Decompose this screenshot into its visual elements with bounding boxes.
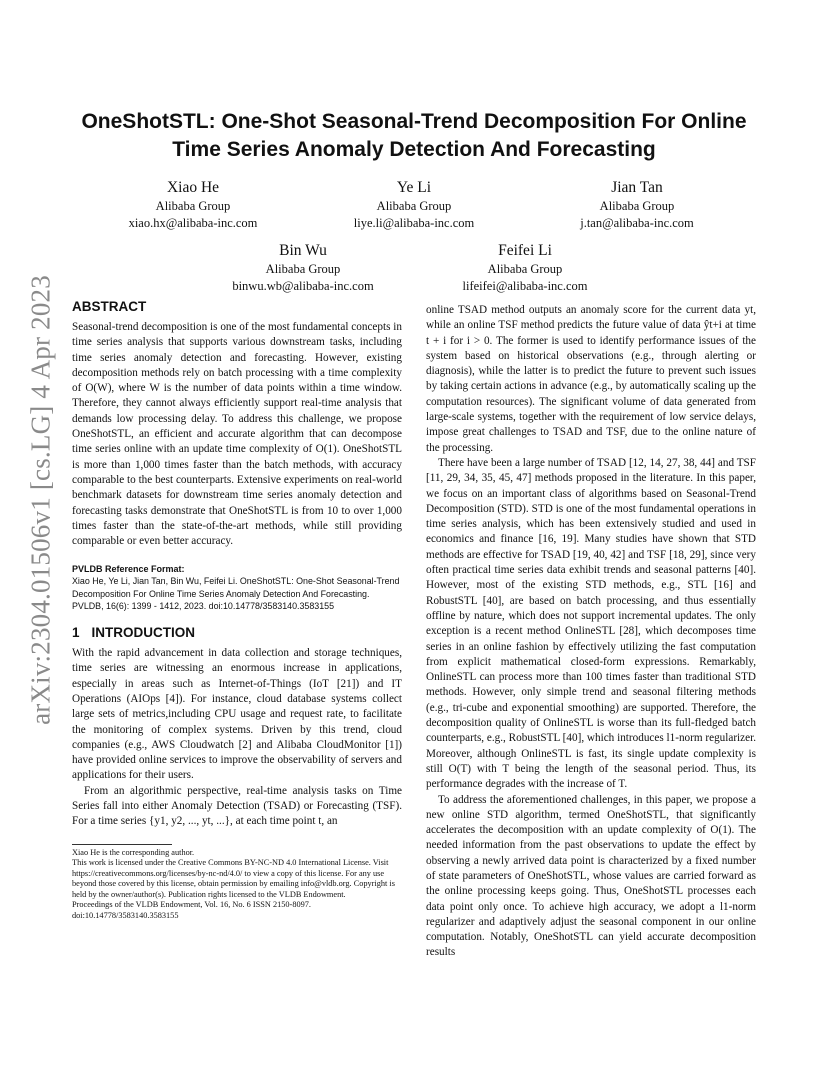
author-affiliation: Alibaba Group	[487, 262, 563, 276]
author-block	[78, 178, 308, 232]
author-affiliation: Alibaba Group	[155, 199, 231, 213]
author-email[interactable]: lifeifei@alibaba-inc.com	[462, 279, 588, 293]
arxiv-identifier: arXiv:2304.01506v1 [cs.LG] 4 Apr 2023	[25, 275, 56, 725]
author-email[interactable]: xiao.hx@alibaba-inc.com	[128, 216, 258, 230]
author-name: Xiao He	[166, 179, 220, 196]
author-name: Ye Li	[396, 179, 432, 196]
intro-paragraph: To address the aforementioned challenges, in this paper, we propose a new online STD algorithm, termed OneShotSTL, that significantly accelerates the decomposition with an update complexity of O(1). The needed information from the past observations to update the effect by observing a newly arrived data point is characterized by a fixed number of state parameters of OneShotSTL, whose values are carried forward as the online processing keeps going. Thus, OneShotSTL processes each data point only once. To achieve high accuracy, we adopt a l1-norm regularizer and adaptively adjust the seasonal component in our online computation. Notably, OneShotSTL can yield accurate decomposition results	[426, 793, 756, 959]
intro-paragraph: From an algorithmic perspective, real-time analysis tasks on Time Series fall into either Anomaly Detection (TSAD) or Forecasting (TSF). For a time series {y1, y2, ..., yt, ...}, at each time point t, an	[72, 784, 402, 828]
author-block	[410, 241, 640, 295]
paper-title: OneShotSTL: One-Shot Seasonal-Trend Decomposition For Online Time Series Anomaly Detection And Forecasting	[81, 110, 747, 161]
section-number: 1	[72, 625, 80, 641]
abstract-text: Seasonal-trend decomposition is one of the most fundamental concepts in time series analysis that supports various downstream tasks, including time series anomaly detection and forecasting. However, existing decomposition methods rely on batch processing with a time complexity of O(W), where W is the number of data points within a time window. Therefore, they cannot always efficiently support real-time analysis that demands low processing delay. To address this challenge, we propose OneShotSTL, an efficient and accurate algorithm that can decompose time series online with an update time complexity of O(1). OneShotSTL is more than 1,000 times faster than the batch methods, with accuracy comparable to the best counterparts. Extensive experiments on real-world benchmark datasets for downstream time series anomaly detection and forecasting tasks demonstrate that OneShotSTL is from 10 to over 1,000 times faster than the state-of-the-art methods, while still providing comparable or even better accuracy.	[72, 321, 402, 548]
author-block	[299, 178, 529, 232]
author-affiliation: Alibaba Group	[265, 262, 341, 276]
footnote-corresponding: Xiao He is the corresponding author.	[72, 847, 195, 857]
intro-paragraph: There have been a large number of TSAD [12, 14, 27, 38, 44] and TSF [11, 29, 34, 35, 45, 47] methods proposed in the literature. In this paper, we focus on an important class of algorithms based on Seasonal-Trend Decomposition (STD). STD is one of the most fundamental operations in time series analysis, which has been extensively studied and used in economics and finance [16, 19]. Many studies have shown that STD methods are effective for TSAD [19, 40, 42] and TSF [18, 29], since very often practical time series data exhibit trends and seasonal patterns [40]. However, most of the existing STD methods, e.g., STL [16] and RobustSTL [40], are based on batch processing, and thus essentially offline by nature, which does not support incremental updates. The only exception is a recent method OnlineSTL [28], which decomposes time series in an online fashion by effectively utilizing the fast computation from explicit mathematical closed-form expressions. Remarkably, OnlineSTL can process more than 100 times faster than traditional STD methods. However, only simple trend and seasonal filtering methods (e.g., tri-cube and exponential smoothing) are supported. Therefore, the decomposition quality of OnlineSTL is worse than its full-fledged batch counterparts, e.g., RobustSTL [40], which introduces l1-norm regularizer. Moreover, although OnlineSTL is fast, its single update complexity is still O(T) with T being the length of the seasonal period. Thus, its performance degrades with the increase of T.	[426, 456, 756, 791]
introduction-heading	[72, 624, 402, 642]
author-name: Jian Tan	[611, 179, 663, 196]
footnote-doi: doi:10.14778/3583140.3583155	[72, 910, 179, 920]
author-name: Feifei Li	[498, 242, 552, 259]
author-block	[522, 178, 752, 232]
footnote-license: This work is licensed under the Creative Commons BY-NC-ND 4.0 International License. Visit https://creativecommons.org/licenses/by-nc-nd/4.0/ to view a copy of this license. For any use beyond those covered by this license, obtain permission by emailing info@vldb.org. Copyright is held by the owner/author(s). Publication rights licensed to the VLDB Endowment.	[72, 858, 395, 899]
author-affiliation: Alibaba Group	[599, 199, 675, 213]
abstract-heading: ABSTRACT	[72, 299, 147, 314]
right-column	[426, 303, 756, 961]
author-name: Bin Wu	[279, 242, 327, 259]
intro-paragraph: online TSAD method outputs an anomaly score for the current data yt, while an online TSF method predicts the future value of data ŷt+i at time t + i for i > 0. The former is used to identify performance issues of the system based on historical observations (e.g., through alerting or diagnosis), while the latter is to predict the future to prevent such issues by taking certain actions in advance (e.g., by automatically scaling up the computation resources). The significant volume of data generated from large-scale systems, together with the requirement of low service delays, impose great challenges to TSAD and TSF, due to the online nature of the processing.	[426, 304, 756, 454]
author-affiliation: Alibaba Group	[376, 199, 452, 213]
reference-format-text: Xiao He, Ye Li, Jian Tan, Bin Wu, Feifei Li. OneShotSTL: One-Shot Seasonal-Trend Decomposition For Online Time Series Anomaly Detection And Forecasting. PVLDB, 16(6): 1399 - 1412, 2023. doi:10.14778/3583140.3583155	[72, 576, 400, 611]
intro-paragraph: With the rapid advancement in data collection and storage techniques, time series are witnessing an enormous increase in applications, especially in areas such as Internet-of-Things (IoT [21]) and IT Operations (AIOps [4]). For instance, cloud database systems collect large sets of metrics,including CPU usage and request rate, to facilitate the monitoring of complex systems. Driven by this trend, cloud companies (e.g., AWS Cloudwatch [2] and Alibaba CloudMonitor [1]) have provided online services to improve the observability of servers and applications for their users.	[72, 647, 402, 782]
section-title: INTRODUCTION	[91, 625, 196, 641]
author-email[interactable]: binwu.wb@alibaba-inc.com	[232, 279, 374, 293]
footnote-proceedings: Proceedings of the VLDB Endowment, Vol. 16, No. 6 ISSN 2150-8097.	[72, 900, 311, 910]
author-block	[188, 241, 418, 295]
footnote-divider	[72, 844, 172, 845]
author-email[interactable]: j.tan@alibaba-inc.com	[580, 216, 694, 230]
author-email[interactable]: liye.li@alibaba-inc.com	[353, 216, 475, 230]
reference-format-heading: PVLDB Reference Format:	[72, 564, 185, 575]
left-column	[72, 298, 402, 921]
